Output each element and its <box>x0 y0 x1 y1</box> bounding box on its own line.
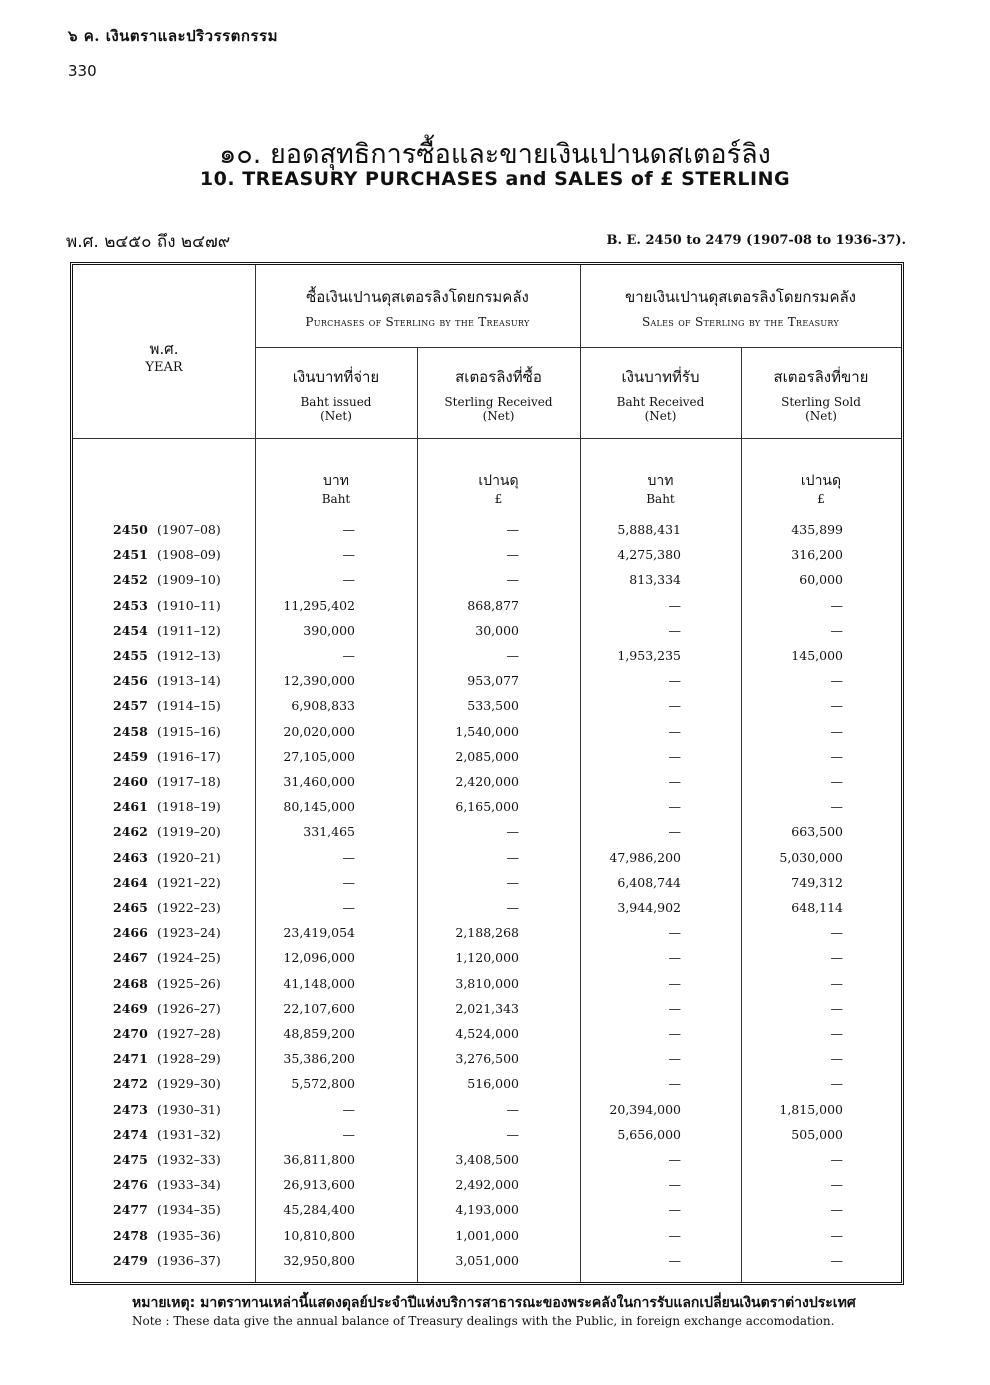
sterling-received-cell: 3,408,500 <box>455 1152 519 1167</box>
baht-issued-cell: 12,390,000 <box>283 673 355 689</box>
year-be-cell: 2473 <box>113 1101 148 1117</box>
year-ce-cell: (1921–22) <box>157 874 221 890</box>
sterling-received-cell: 2,085,000 <box>455 748 519 764</box>
baht-issued-cell: — <box>342 1126 355 1142</box>
unit-thai: บาท <box>323 473 349 489</box>
baht-issued-cell: 10,810,800 <box>283 1227 355 1243</box>
table-row <box>73 1123 901 1148</box>
year-be-cell: 2476 <box>113 1177 148 1193</box>
sterling-received-cell: — <box>506 874 519 890</box>
sterling-sold-cell: 749,312 <box>791 874 843 890</box>
table-row <box>73 1047 901 1072</box>
column-header-net: (Net) <box>320 409 352 423</box>
year-be-cell: 2461 <box>113 799 148 815</box>
page-number: 330 <box>68 62 97 80</box>
baht-received-cell: 3,944,902 <box>617 900 681 915</box>
sales-group-english: Sales of Sterling by the Treasury <box>641 315 840 329</box>
sterling-received-cell: 2,021,343 <box>455 1000 519 1016</box>
year-ce-cell: (1927–28) <box>157 1026 221 1041</box>
table-row <box>73 669 901 694</box>
year-be-cell: 2475 <box>113 1152 148 1167</box>
header-rule <box>73 438 901 439</box>
sterling-sold-cell: — <box>830 925 843 941</box>
baht-received-cell: — <box>668 774 681 789</box>
year-ce-cell: (1918–19) <box>157 799 221 815</box>
sterling-received-cell: — <box>506 1101 519 1117</box>
table-row <box>73 846 901 871</box>
baht-received-cell: — <box>668 673 681 689</box>
year-be-cell: 2455 <box>113 648 148 663</box>
year-be-cell: 2474 <box>113 1126 148 1142</box>
baht-received-cell: — <box>668 925 681 941</box>
year-be-cell: 2467 <box>113 950 148 966</box>
purchases-group-header <box>255 285 580 329</box>
baht-issued-cell: — <box>342 572 355 588</box>
baht-issued-cell: 80,145,000 <box>283 799 355 815</box>
baht-issued-cell: 12,096,000 <box>283 950 355 966</box>
baht-received-cell: — <box>668 698 681 714</box>
sterling-received-cell: 30,000 <box>475 622 519 638</box>
baht-received-cell: — <box>668 824 681 840</box>
year-ce-cell: (1922–23) <box>157 900 221 915</box>
year-ce-cell: (1909–10) <box>157 572 221 588</box>
sterling-sold-cell: 435,899 <box>791 522 843 537</box>
baht-received-cell: — <box>668 950 681 966</box>
baht-issued-cell: 27,105,000 <box>283 748 355 764</box>
table-row <box>73 1098 901 1123</box>
baht-issued-cell: 20,020,000 <box>283 723 355 739</box>
table-row <box>73 921 901 946</box>
table-row <box>73 820 901 845</box>
unit-pound <box>741 470 901 506</box>
sterling-received-cell: 953,077 <box>467 673 519 689</box>
year-ce-cell: (1925–26) <box>157 975 221 991</box>
sales-group-thai: ขายเงินเปานดุสเตอรลิงโดยกรมคลัง <box>624 288 856 306</box>
year-ce-cell: (1924–25) <box>157 950 221 966</box>
year-range-english: B. E. 2450 to 2479 (1907-08 to 1936-37). <box>606 233 906 248</box>
sterling-sold-cell: — <box>830 1252 843 1268</box>
baht-received-cell: — <box>668 597 681 613</box>
header-rule <box>255 347 901 348</box>
sterling-sold-cell: — <box>830 1152 843 1167</box>
sterling-sold-cell: — <box>830 1227 843 1243</box>
table-row <box>73 720 901 745</box>
sales-group-header <box>580 285 901 329</box>
unit-english: £ <box>817 492 825 506</box>
unit-baht <box>580 470 741 506</box>
baht-issued-cell: 23,419,054 <box>283 925 355 941</box>
year-ce-cell: (1936–37) <box>157 1252 221 1268</box>
sterling-sold-cell: — <box>830 950 843 966</box>
year-be-cell: 2477 <box>113 1202 148 1218</box>
baht-received-cell: — <box>668 723 681 739</box>
baht-received-cell: 5,656,000 <box>617 1126 681 1142</box>
sterling-sold-cell: — <box>830 1076 843 1092</box>
sterling-received-cell: — <box>506 824 519 840</box>
year-be-cell: 2468 <box>113 975 148 991</box>
table-row <box>73 1173 901 1198</box>
year-ce-cell: (1932–33) <box>157 1152 221 1167</box>
baht-issued-cell: 41,148,000 <box>283 975 355 991</box>
table-row <box>73 1022 901 1047</box>
baht-received-cell: — <box>668 1152 681 1167</box>
sterling-sold-cell: — <box>830 1000 843 1016</box>
table-row <box>73 770 901 795</box>
baht-issued-cell: 6,908,833 <box>291 698 355 714</box>
column-header-english: Baht issued <box>300 395 372 409</box>
unit-english: £ <box>494 492 503 506</box>
year-ce-cell: (1930–31) <box>157 1101 221 1117</box>
table-row <box>73 1224 901 1249</box>
sterling-received-cell: — <box>506 547 519 563</box>
baht-issued-cell: 26,913,600 <box>283 1177 355 1193</box>
sterling-received-cell: 4,193,000 <box>455 1202 519 1218</box>
column-header-thai: สเตอรลิงที่ซื้อ <box>455 368 542 386</box>
year-ce-cell: (1931–32) <box>157 1126 221 1142</box>
table-row <box>73 1072 901 1097</box>
column-header-sterling-received <box>417 365 580 423</box>
column-header-baht-issued <box>255 365 417 423</box>
sterling-sold-cell: — <box>830 975 843 991</box>
sterling-sold-cell: 648,114 <box>791 900 843 915</box>
year-be-cell: 2453 <box>113 597 148 613</box>
year-be-cell: 2465 <box>113 900 148 915</box>
year-be-cell: 2462 <box>113 824 148 840</box>
baht-issued-cell: 31,460,000 <box>283 774 355 789</box>
year-be-cell: 2479 <box>113 1252 148 1268</box>
baht-issued-cell: — <box>342 874 355 890</box>
year-be-cell: 2470 <box>113 1026 148 1041</box>
baht-received-cell: 4,275,380 <box>617 547 681 563</box>
sterling-received-cell: 3,051,000 <box>455 1252 519 1268</box>
year-ce-cell: (1911–12) <box>157 622 221 638</box>
column-header-thai: เงินบาทที่รับ <box>621 368 700 386</box>
table-row <box>73 972 901 997</box>
column-header-english: Sterling Received <box>444 395 553 409</box>
sterling-sold-cell: 145,000 <box>791 648 843 663</box>
unit-baht <box>255 470 417 506</box>
year-be-cell: 2460 <box>113 774 148 789</box>
baht-issued-cell: 35,386,200 <box>283 1051 355 1067</box>
sterling-sold-cell: 5,030,000 <box>779 849 843 865</box>
baht-received-cell: 1,953,235 <box>617 648 681 663</box>
column-header-net: (Net) <box>644 409 677 423</box>
baht-issued-cell: 48,859,200 <box>283 1026 355 1041</box>
baht-issued-cell: — <box>342 1101 355 1117</box>
table-row <box>73 543 901 568</box>
baht-received-cell: — <box>668 1000 681 1016</box>
column-header-sterling-sold <box>741 365 901 423</box>
baht-received-cell: — <box>668 1202 681 1218</box>
sterling-sold-cell: — <box>830 774 843 789</box>
year-ce-cell: (1923–24) <box>157 925 221 941</box>
year-be-cell: 2458 <box>113 723 148 739</box>
year-be-cell: 2459 <box>113 748 148 764</box>
year-be-cell: 2472 <box>113 1076 148 1092</box>
year-ce-cell: (1908–09) <box>157 547 221 563</box>
title-english: 10. TREASURY PURCHASES and SALES of £ STERLING <box>199 168 791 190</box>
purchases-group-thai: ซื้อเงินเปานดุสเตอรลิงโดยกรมคลัง <box>306 288 529 306</box>
baht-received-cell: 20,394,000 <box>609 1101 681 1117</box>
note-thai: หมายเหตุ: มาตราทานเหล่านี้แสดงดุลย์ประจำปีแห่งบริการสาธารณะของพระคลังในการรับแลกเปลี่ยนเงินตราต่างประเทศ <box>132 1295 856 1311</box>
sterling-sold-cell: — <box>830 748 843 764</box>
year-be-cell: 2452 <box>113 572 148 588</box>
baht-issued-cell: 5,572,800 <box>291 1076 355 1092</box>
year-ce-cell: (1910–11) <box>157 597 221 613</box>
unit-thai: เปานดุ <box>800 473 842 489</box>
sterling-received-cell: — <box>506 1126 519 1142</box>
table-row <box>73 795 901 820</box>
sterling-sold-cell: — <box>830 1026 843 1041</box>
year-ce-cell: (1920–21) <box>157 849 221 865</box>
sterling-received-cell: 516,000 <box>467 1076 519 1092</box>
sterling-received-cell: 1,001,000 <box>455 1227 519 1243</box>
column-header-net: (Net) <box>482 409 515 423</box>
sterling-sold-cell: — <box>830 622 843 638</box>
baht-received-cell: — <box>668 1227 681 1243</box>
running-head: ๖ ค. เงินตราและปริวรรตกรรม <box>68 27 279 45</box>
sterling-sold-cell: 1,815,000 <box>779 1101 843 1117</box>
year-ce-cell: (1926–27) <box>157 1000 221 1016</box>
sterling-received-cell: 1,120,000 <box>455 950 519 966</box>
sterling-received-cell: 6,165,000 <box>455 799 519 815</box>
table-row <box>73 1249 901 1274</box>
unit-pound <box>417 470 580 506</box>
year-be-cell: 2456 <box>113 673 148 689</box>
baht-received-cell: — <box>668 1051 681 1067</box>
sterling-table <box>70 262 904 1285</box>
table-row <box>73 946 901 971</box>
baht-received-cell: — <box>668 1026 681 1041</box>
sterling-received-cell: 4,524,000 <box>455 1026 519 1041</box>
sterling-received-cell: 868,877 <box>467 597 519 613</box>
year-be-cell: 2469 <box>113 1000 148 1016</box>
column-header-net: (Net) <box>805 409 837 423</box>
baht-issued-cell: 390,000 <box>303 622 355 638</box>
sterling-received-cell: 3,810,000 <box>455 975 519 991</box>
sterling-received-cell: — <box>506 648 519 663</box>
column-header-baht-received <box>580 365 741 423</box>
column-header-english: Sterling Sold <box>781 395 861 409</box>
table-row <box>73 1198 901 1223</box>
sterling-sold-cell: 316,200 <box>791 547 843 563</box>
baht-received-cell: — <box>668 975 681 991</box>
sterling-received-cell: — <box>506 849 519 865</box>
baht-issued-cell: 32,950,800 <box>283 1252 355 1268</box>
year-be-cell: 2450 <box>113 522 148 537</box>
year-header <box>73 337 255 375</box>
baht-issued-cell: — <box>342 648 355 663</box>
column-header-english: Baht Received <box>616 395 705 409</box>
baht-received-cell: — <box>668 1252 681 1268</box>
unit-thai: เปานดุ <box>478 473 519 489</box>
table-row <box>73 568 901 593</box>
table-row <box>73 745 901 770</box>
year-be-cell: 2454 <box>113 622 148 638</box>
baht-issued-cell: — <box>342 900 355 915</box>
year-ce-cell: (1929–30) <box>157 1076 221 1092</box>
table-row <box>73 619 901 644</box>
baht-issued-cell: 331,465 <box>303 824 355 840</box>
table-row <box>73 694 901 719</box>
column-header-thai: สเตอรลิงที่ขาย <box>773 368 869 386</box>
title-thai: ๑๐. ยอดสุทธิการซื้อและขายเงินเปานดสเตอร์ลิง <box>219 139 771 170</box>
year-header-english: YEAR <box>145 360 183 375</box>
sterling-received-cell: — <box>506 522 519 537</box>
sterling-received-cell: 2,188,268 <box>455 925 519 941</box>
year-range-thai: พ.ศ. ๒๔๕๐ ถึง ๒๔๗๙ <box>66 232 231 252</box>
column-header-thai: เงินบาทที่จ่าย <box>292 368 380 386</box>
sterling-received-cell: 2,420,000 <box>455 774 519 789</box>
year-be-cell: 2463 <box>113 849 148 865</box>
sterling-received-cell: 2,492,000 <box>455 1177 519 1193</box>
sterling-received-cell: 533,500 <box>467 698 519 714</box>
baht-received-cell: — <box>668 1177 681 1193</box>
year-be-cell: 2451 <box>113 547 148 563</box>
baht-issued-cell: 36,811,800 <box>283 1152 355 1167</box>
table-row <box>73 594 901 619</box>
sterling-sold-cell: 60,000 <box>799 572 843 588</box>
sterling-sold-cell: — <box>830 597 843 613</box>
table-row <box>73 644 901 669</box>
table-row <box>73 896 901 921</box>
baht-received-cell: — <box>668 1076 681 1092</box>
table-row <box>73 871 901 896</box>
baht-received-cell: — <box>668 799 681 815</box>
baht-issued-cell: — <box>342 547 355 563</box>
year-ce-cell: (1912–13) <box>157 648 221 663</box>
year-ce-cell: (1916–17) <box>157 748 221 764</box>
year-header-thai: พ.ศ. <box>149 340 179 358</box>
table-row <box>73 997 901 1022</box>
year-be-cell: 2457 <box>113 698 148 714</box>
sterling-sold-cell: 505,000 <box>791 1126 843 1142</box>
year-ce-cell: (1928–29) <box>157 1051 221 1067</box>
year-be-cell: 2478 <box>113 1227 148 1243</box>
note-english: Note : These data give the annual balance of Treasury dealings with the Public, in foreign exchange accomodation. <box>132 1314 835 1328</box>
year-ce-cell: (1914–15) <box>157 698 221 714</box>
sterling-sold-cell: — <box>830 698 843 714</box>
sterling-sold-cell: — <box>830 723 843 739</box>
baht-received-cell: 47,986,200 <box>609 849 681 865</box>
year-be-cell: 2464 <box>113 874 148 890</box>
sterling-received-cell: 3,276,500 <box>455 1051 519 1067</box>
baht-received-cell: — <box>668 748 681 764</box>
unit-thai: บาท <box>647 473 674 489</box>
year-ce-cell: (1907–08) <box>157 522 221 537</box>
sterling-sold-cell: — <box>830 1202 843 1218</box>
sterling-sold-cell: — <box>830 1177 843 1193</box>
baht-issued-cell: 45,284,400 <box>283 1202 355 1218</box>
baht-received-cell: 813,334 <box>629 572 681 588</box>
sterling-sold-cell: — <box>830 1051 843 1067</box>
table-row <box>73 518 901 543</box>
table-row <box>73 1148 901 1173</box>
sterling-received-cell: — <box>506 900 519 915</box>
purchases-group-english: Purchases of Sterling by the Treasury <box>305 315 530 329</box>
sterling-received-cell: — <box>506 572 519 588</box>
year-ce-cell: (1933–34) <box>157 1177 221 1193</box>
year-be-cell: 2471 <box>113 1051 148 1067</box>
baht-received-cell: 5,888,431 <box>617 522 681 537</box>
year-ce-cell: (1935–36) <box>157 1227 221 1243</box>
year-ce-cell: (1917–18) <box>157 774 221 789</box>
baht-issued-cell: 22,107,600 <box>283 1000 355 1016</box>
sterling-sold-cell: — <box>830 799 843 815</box>
unit-english: Baht <box>646 492 675 506</box>
baht-received-cell: — <box>668 622 681 638</box>
year-be-cell: 2466 <box>113 925 148 941</box>
year-ce-cell: (1913–14) <box>157 673 221 689</box>
year-ce-cell: (1934–35) <box>157 1202 221 1218</box>
baht-issued-cell: — <box>342 849 355 865</box>
sterling-sold-cell: 663,500 <box>791 824 843 840</box>
year-ce-cell: (1915–16) <box>157 723 221 739</box>
baht-issued-cell: 11,295,402 <box>283 597 355 613</box>
baht-issued-cell: — <box>342 522 355 537</box>
baht-received-cell: 6,408,744 <box>617 874 681 890</box>
unit-english: Baht <box>321 492 351 506</box>
sterling-sold-cell: — <box>830 673 843 689</box>
sterling-received-cell: 1,540,000 <box>455 723 519 739</box>
year-ce-cell: (1919–20) <box>157 824 221 840</box>
